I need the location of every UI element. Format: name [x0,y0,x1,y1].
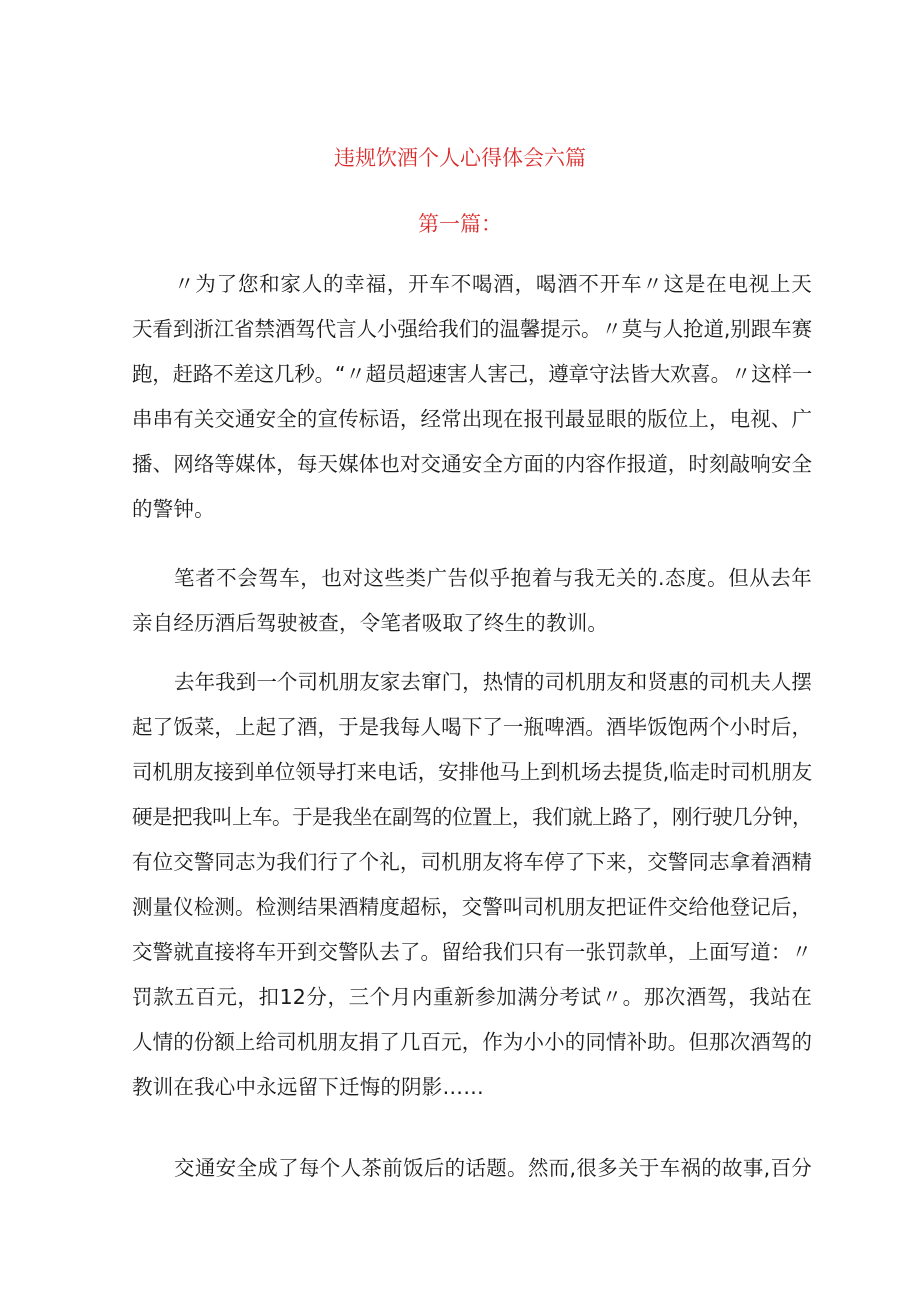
paragraph-4 [132,1146,812,1191]
paragraph-line: 〃为了您和家人的幸福，开车不喝酒，喝酒不开车〃这是在电视上天 [174,272,812,296]
paragraph-line: 交警就直接将车开到交警队去了。留给我们只有一张罚款单，上面写道：〃 [132,940,812,964]
paragraph-line: 人情的份额上给司机朋友捐了几百元，作为小小的同情补助。但那次酒驾的 [132,1030,812,1054]
paragraph-line: 交通安全成了每个人茶前饭后的话题。然而,很多关于车祸的故事,百分 [174,1156,812,1180]
paragraph-line: 跑，赶路不差这几秒。“〃超员超速害人害己，遵章守法皆大欢喜。〃这样一 [132,362,812,386]
paragraph-line: 罚款五百元，扣12分，三个月内重新参加满分考试〃。那次酒驾，我站在 [132,985,812,1009]
paragraph-line: 串串有关交通安全的宣传标语，经常出现在报刊最显眼的版位上，电视、广 [132,407,812,431]
paragraph-2 [132,556,812,646]
paragraph-line: 的警钟。 [132,497,215,521]
paragraph-line: 有位交警同志为我们行了个礼，司机朋友将车停了下来，交警同志拿着酒精 [132,850,812,874]
paragraph-line: 笔者不会驾车，也对这些类广告似乎抱着与我无关的.态度。但从去年 [174,566,812,590]
paragraph-3 [132,660,812,1110]
paragraph-line: 亲自经历酒后驾驶被查，令笔者吸取了终生的教训。 [132,611,609,635]
paragraph-line: 播、网络等媒体，每天媒体也对交通安全方面的内容作报道，时刻敲响安全 [132,452,812,476]
paragraph-1 [132,262,812,532]
paragraph-line: 起了饭菜，上起了酒，于是我每人喝下了一瓶啤酒。酒毕饭饱两个小时后， [132,715,812,739]
paragraph-line: 司机朋友接到单位领导打来电话，安排他马上到机场去提货,临走时司机朋友 [132,760,812,784]
paragraph-line: 教训在我心中永远留下迁悔的阴影…… [132,1075,484,1099]
section-title: 第一篇： [418,212,502,236]
paragraph-line: 测量仪检测。检测结果酒精度超标，交警叫司机朋友把证件交给他登记后， [132,895,812,919]
paragraph-line: 去年我到一个司机朋友家去窜门，热情的司机朋友和贤惠的司机夫人摆 [174,670,812,694]
paragraph-line: 天看到浙江省禁酒驾代言人小强给我们的温馨提示。〃莫与人抢道,别跟车赛 [132,317,812,341]
paragraph-line: 硬是把我叫上车。于是我坐在副驾的位置上，我们就上路了，刚行驶几分钟， [132,805,812,829]
document-title: 违规饮酒个人心得体会六篇 [334,146,586,170]
